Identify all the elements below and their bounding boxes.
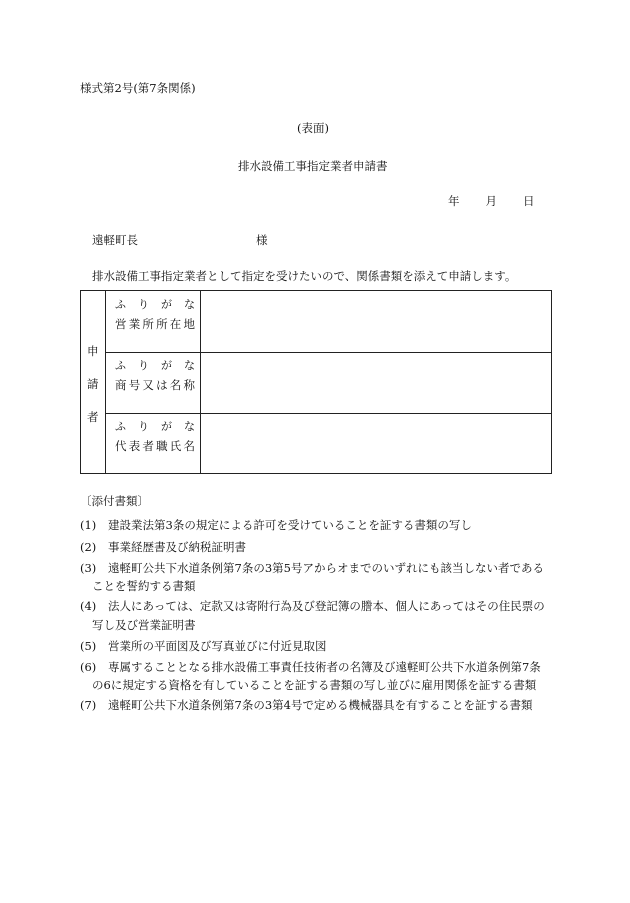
- attachment-item: (4) 法人にあっては、定款又は寄附行為及び登記簿の謄本、個人にあってはその住民票の: [80, 599, 545, 613]
- row-trade-name: [105, 352, 551, 414]
- applicant-label: [81, 291, 106, 473]
- date-year: 年: [448, 194, 460, 208]
- applicant-label-char: 請: [87, 377, 99, 391]
- addressee-honorific: 様: [256, 233, 268, 247]
- attachment-item: (6) 専属することとなる排水設備工事責任技術者の名簿及び遠軽町公共下水道条例第7条: [80, 660, 541, 674]
- applicant-table: [80, 290, 552, 474]
- addressee-name: 遠軽町長: [92, 233, 138, 247]
- attachment-item-continuation: 写し及び営業証明書: [92, 618, 196, 632]
- representative-label: 代 表 者 職 氏 名: [115, 439, 195, 453]
- attachment-item: (5) 営業所の平面図及び写真並びに付近見取図: [80, 639, 327, 653]
- attachment-item: (3) 遠軽町公共下水道条例第7条の3第5号アからオまでのいずれにも該当しない者である: [80, 561, 544, 575]
- furigana-label: ふ り が な: [115, 420, 195, 433]
- row-office-address: [105, 291, 551, 353]
- trade-name-label: 商 号 又 は 名 称: [115, 378, 195, 392]
- form-number-label: 様式第2号(第7条関係): [80, 81, 196, 95]
- office-address-field[interactable]: [201, 291, 551, 352]
- furigana-label: ふ り が な: [115, 359, 195, 372]
- intro-text: 排水設備工事指定業者として指定を受けたいので、関係書類を添えて申請します。: [92, 269, 517, 283]
- row-representative: [105, 413, 551, 474]
- office-address-label: 営 業 所 所 在 地: [115, 317, 195, 331]
- addressee-line: [92, 232, 268, 248]
- representative-field[interactable]: [201, 413, 551, 474]
- applicant-label-char: 申: [87, 344, 99, 358]
- document-title: 排水設備工事指定業者申請書: [238, 159, 388, 173]
- attachment-item-continuation: の6に規定する資格を有していることを証する書類の写し並びに雇用関係を証する書類: [92, 678, 537, 692]
- attachment-item: (1) 建設業法第3条の規定による許可を受けていることを証する書類の写し: [80, 518, 472, 532]
- furigana-label: ふ り が な: [115, 298, 195, 311]
- date-month: 月: [485, 194, 497, 208]
- trade-name-field[interactable]: [201, 352, 551, 413]
- date-day: 日: [523, 194, 535, 208]
- applicant-label-char: 者: [87, 410, 99, 424]
- attachment-item-continuation: ことを誓約する書類: [92, 579, 196, 593]
- attachment-item: (2) 事業経歴書及び納税証明書: [80, 540, 246, 554]
- side-label: (表面): [297, 121, 329, 135]
- attachments-heading: 〔添付書類〕: [80, 494, 149, 508]
- date-line: [448, 193, 535, 209]
- attachment-item: (7) 遠軽町公共下水道条例第7条の3第4号で定める機械器具を有することを証する書類: [80, 698, 533, 712]
